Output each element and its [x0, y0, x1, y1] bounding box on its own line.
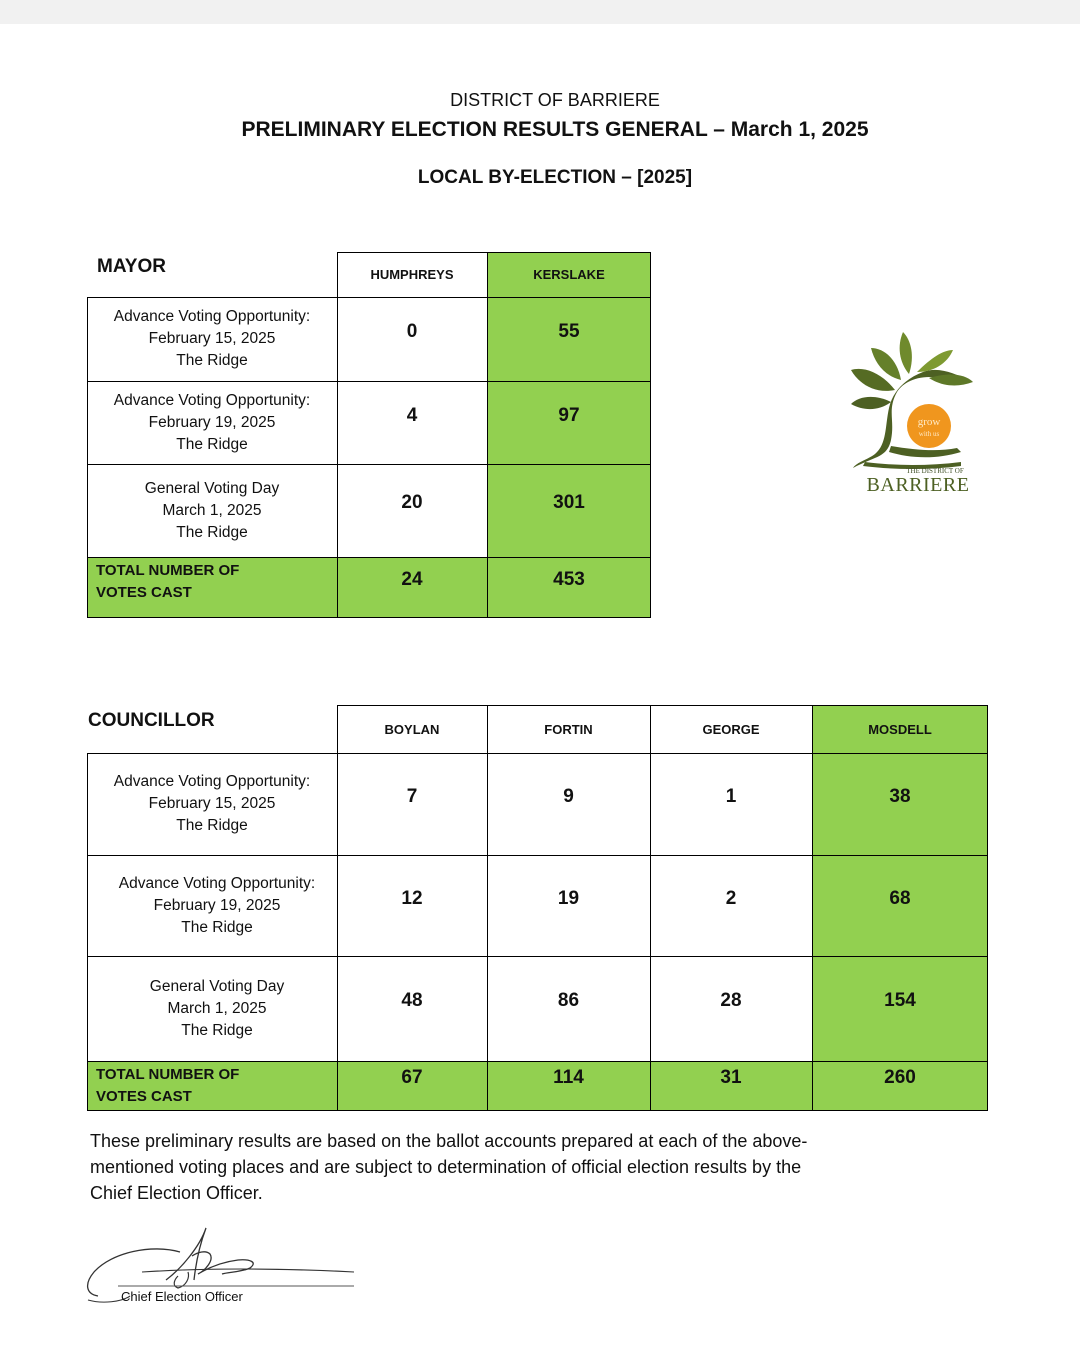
mayor-vote-count: 20 — [401, 492, 423, 513]
disclaimer-note: These preliminary results are based on the ballot accounts prepared at each of the above-mentioned voting places and are subject to determination of official election results by the Chief Election Officer. — [90, 1131, 808, 1203]
councillor-vote-count: 2 — [725, 888, 737, 909]
mayor-row-label: Advance Voting Opportunity: February 15, 2025 The Ridge — [113, 308, 311, 369]
councillor-vote-count: 19 — [557, 888, 580, 909]
councillor-vote-count: 1 — [725, 786, 737, 807]
councillor-vote-count: 86 — [557, 990, 580, 1011]
councillor-vote-count: 154 — [884, 990, 916, 1011]
district-title: DISTRICT OF BARRIERE — [450, 90, 660, 110]
svg-text:grow: grow — [917, 416, 941, 428]
councillor-candidate-george: GEORGE — [702, 721, 760, 737]
logo-big-text: BARRIERE — [866, 474, 970, 496]
election-subtitle: LOCAL BY-ELECTION – [2025] — [417, 167, 693, 188]
signature-label: Chief Election Officer — [121, 1289, 243, 1304]
logo-leaf — [917, 350, 953, 372]
councillor-total-count: 67 — [401, 1067, 423, 1088]
councillor-vote-count: 38 — [889, 786, 911, 807]
mayor-vote-count: 4 — [406, 405, 418, 426]
councillor-total-count: 31 — [720, 1067, 742, 1088]
councillor-vote-count: 7 — [406, 786, 418, 807]
mayor-row-label: Advance Voting Opportunity: February 19, 2025 The Ridge — [113, 391, 311, 453]
mayor-row-label: General Voting Day March 1, 2025 The Ridge — [144, 479, 280, 541]
councillor-candidate-fortin: FORTIN — [544, 721, 593, 737]
councillor-section-title: COUNCILLOR — [88, 710, 215, 731]
logo-leaf — [900, 332, 912, 374]
mayor-candidate-kerslake: KERSLAKE — [533, 267, 605, 282]
mayor-total-count: 453 — [553, 568, 585, 590]
councillor-vote-count: 28 — [720, 990, 742, 1011]
councillor-candidate-mosdell: MOSDELL — [868, 721, 932, 737]
mayor-vote-count: 301 — [553, 492, 585, 513]
mayor-vote-count: 55 — [558, 321, 580, 342]
mayor-vote-count: 97 — [558, 405, 580, 426]
svg-text:with us: with us — [918, 430, 940, 438]
councillor-row-label: Advance Voting Opportunity: February 19, 2025 The Ridge — [118, 874, 316, 936]
mayor-candidate-humphreys: HUMPHREYS — [370, 267, 454, 282]
mayor-section-title: MAYOR — [97, 256, 166, 277]
mayor-total-label: TOTAL NUMBER OF VOTES CAST — [96, 562, 240, 601]
mayor-vote-count: 0 — [406, 321, 418, 342]
logo-small-text: THE DISTRICT OF — [906, 467, 964, 475]
councillor-row-label: General Voting Day March 1, 2025 The Ridge — [149, 977, 285, 1039]
councillor-candidate-boylan: BOYLAN — [384, 721, 440, 737]
barriere-tree-logo — [845, 328, 985, 476]
logo-leaf — [851, 397, 891, 409]
councillor-vote-count: 68 — [889, 888, 911, 909]
results-title: PRELIMINARY ELECTION RESULTS GENERAL – March 1, 2025 — [241, 118, 869, 141]
councillor-vote-count: 9 — [563, 786, 574, 807]
councillor-total-label: TOTAL NUMBER OF VOTES CAST — [96, 1066, 240, 1105]
councillor-row-label: Advance Voting Opportunity: February 15, 2025 The Ridge — [113, 773, 311, 834]
top-bar — [0, 0, 1080, 24]
councillor-vote-count: 48 — [401, 990, 423, 1011]
councillor-vote-count: 12 — [401, 888, 423, 909]
councillor-total-count: 260 — [884, 1067, 916, 1088]
mayor-total-count: 24 — [401, 568, 423, 590]
councillor-total-count: 114 — [553, 1067, 584, 1088]
